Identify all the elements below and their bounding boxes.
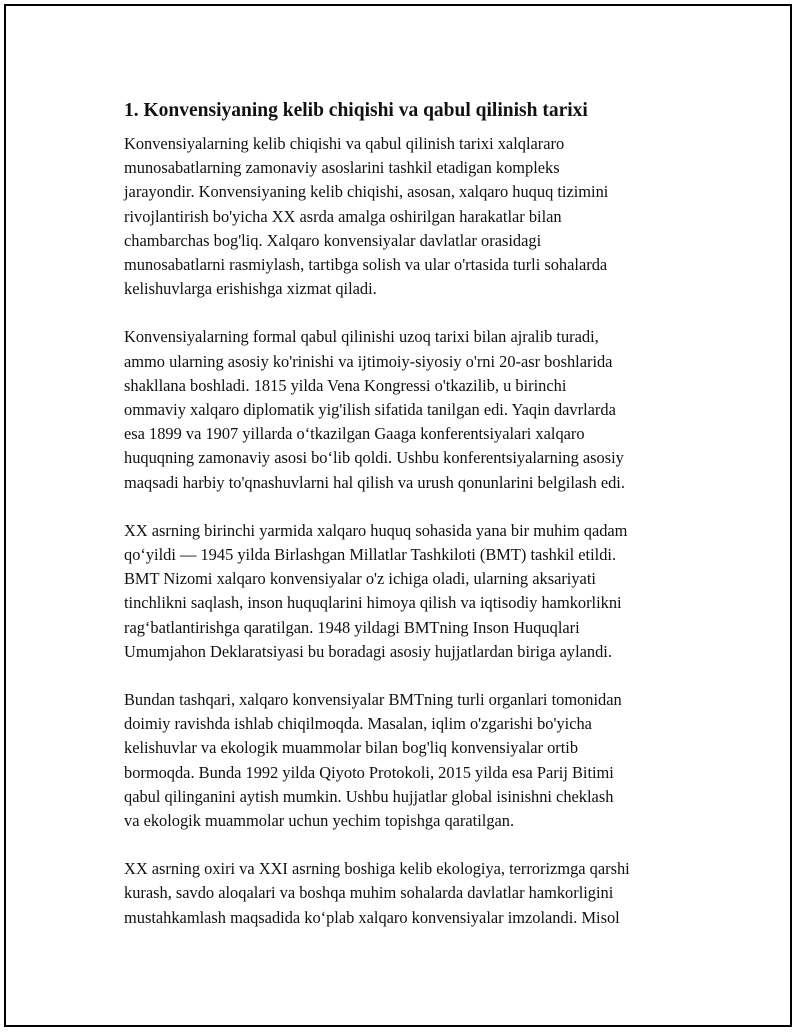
paragraph-line: ammo ularning asosiy ko'rinishi va ijtimoiy-siyosiy o'rni 20-asr boshlarida xyxy=(124,351,613,371)
paragraph-line: qo‘yildi — 1945 yilda Birlashgan Millatlar Tashkiloti (BMT) tashkil etildi. xyxy=(124,545,617,565)
paragraph-line: bormoqda. Bunda 1992 yilda Qiyoto Protokoli, 2015 yilda esa Parij Bitimi xyxy=(124,762,614,782)
paragraph-line: munosabatlarni rasmiylash, tartibga solish va ular o'rtasida turli sohalarda xyxy=(124,255,608,275)
paragraph-line: maqsadi harbiy to'qnashuvlarni hal qilish va urush qonunlarini belgilash edi. xyxy=(124,472,625,492)
paragraph-line: mustahkamlash maqsadida ko‘plab xalqaro konvensiyalar imzolandi. Misol xyxy=(124,907,620,927)
paragraph-5 xyxy=(124,857,700,930)
paragraph-line: Konvensiyalarning kelib chiqishi va qabul qilinish tarixi xalqlararo xyxy=(124,134,565,153)
page-frame xyxy=(4,4,792,1027)
paragraph-line: Bundan tashqari, xalqaro konvensiyalar BMTning turli organlari tomonidan xyxy=(124,690,622,710)
paragraph-line: shakllana boshladi. 1815 yilda Vena Kongressi o'tkazilib, u birinchi xyxy=(124,375,567,395)
paragraph-line: ommaviy xalqaro diplomatik yig'ilish sifatida tanilgan edi. Yaqin davrlarda xyxy=(124,400,616,420)
paragraph-2 xyxy=(124,325,700,494)
paragraph-line: kelishuvlarga erishishga xizmat qiladi. xyxy=(124,279,377,299)
paragraph-line: kelishuvlar va ekologik muammolar bilan bog'liq konvensiyalar ortib xyxy=(124,738,579,758)
paragraph-line: Umumjahon Deklaratsiyasi bu boradagi asosiy hujjatlardan biriga aylandi. xyxy=(124,641,612,661)
paragraph-line: doimiy ravishda ishlab chiqilmoqda. Masalan, iqlim o'zgarishi bo'yicha xyxy=(124,714,592,734)
paragraph-line: Konvensiyalarning formal qabul qilinishi uzoq tarixi bilan ajralib turadi, xyxy=(124,327,599,347)
paragraph-line: rag‘batlantirishga qaratilgan. 1948 yildagi BMTning Inson Huquqlari xyxy=(124,617,580,637)
paragraph-line: huquqning zamonaviy asosi bo‘lib qoldi. Ushbu konferentsiyalarning asosiy xyxy=(124,448,624,468)
paragraph-line: rivojlantirish bo'yicha XX asrda amalga oshirilgan harakatlar bilan xyxy=(124,206,562,226)
paragraph-line: va ekologik muammolar uchun yechim topishga qaratilgan. xyxy=(124,811,515,831)
paragraph-1 xyxy=(124,132,700,301)
paragraph-line: tinchlikni saqlash, inson huquqlarini himoya qilish va iqtisodiy hamkorlikni xyxy=(124,593,622,613)
paragraph-line: XX asrning oxiri va XXI asrning boshiga kelib ekologiya, terrorizmga qarshi xyxy=(124,859,630,879)
paragraph-line: munosabatlarning zamonaviy asoslarini tashkil etadigan kompleks xyxy=(124,158,560,178)
paragraph-4 xyxy=(124,688,700,833)
paragraph-line: jarayondir. Konvensiyaning kelib chiqishi, asosan, xalqaro huquq tizimini xyxy=(124,182,609,202)
paragraph-line: XX asrning birinchi yarmida xalqaro huquq sohasida yana bir muhim qadam xyxy=(124,520,628,540)
paragraph-line: qabul qilinganini aytish mumkin. Ushbu hujjatlar global isinishni cheklash xyxy=(124,786,614,806)
section-heading: 1. Konvensiyaning kelib chiqishi va qabul qilinish tarixi xyxy=(124,100,588,121)
paragraph-line: chambarchas bog'liq. Xalqaro konvensiyalar davlatlar orasidagi xyxy=(124,230,542,250)
paragraph-line: esa 1899 va 1907 yillarda o‘tkazilgan Gaaga konferentsiyalari xalqaro xyxy=(124,424,585,444)
document-body xyxy=(120,98,700,954)
paragraph-3 xyxy=(124,519,700,664)
paragraph-line: kurash, savdo aloqalari va boshqa muhim sohalarda davlatlar hamkorligini xyxy=(124,883,614,903)
paragraph-line: BMT Nizomi xalqaro konvensiyalar o'z ichiga oladi, ularning aksariyati xyxy=(124,569,596,589)
